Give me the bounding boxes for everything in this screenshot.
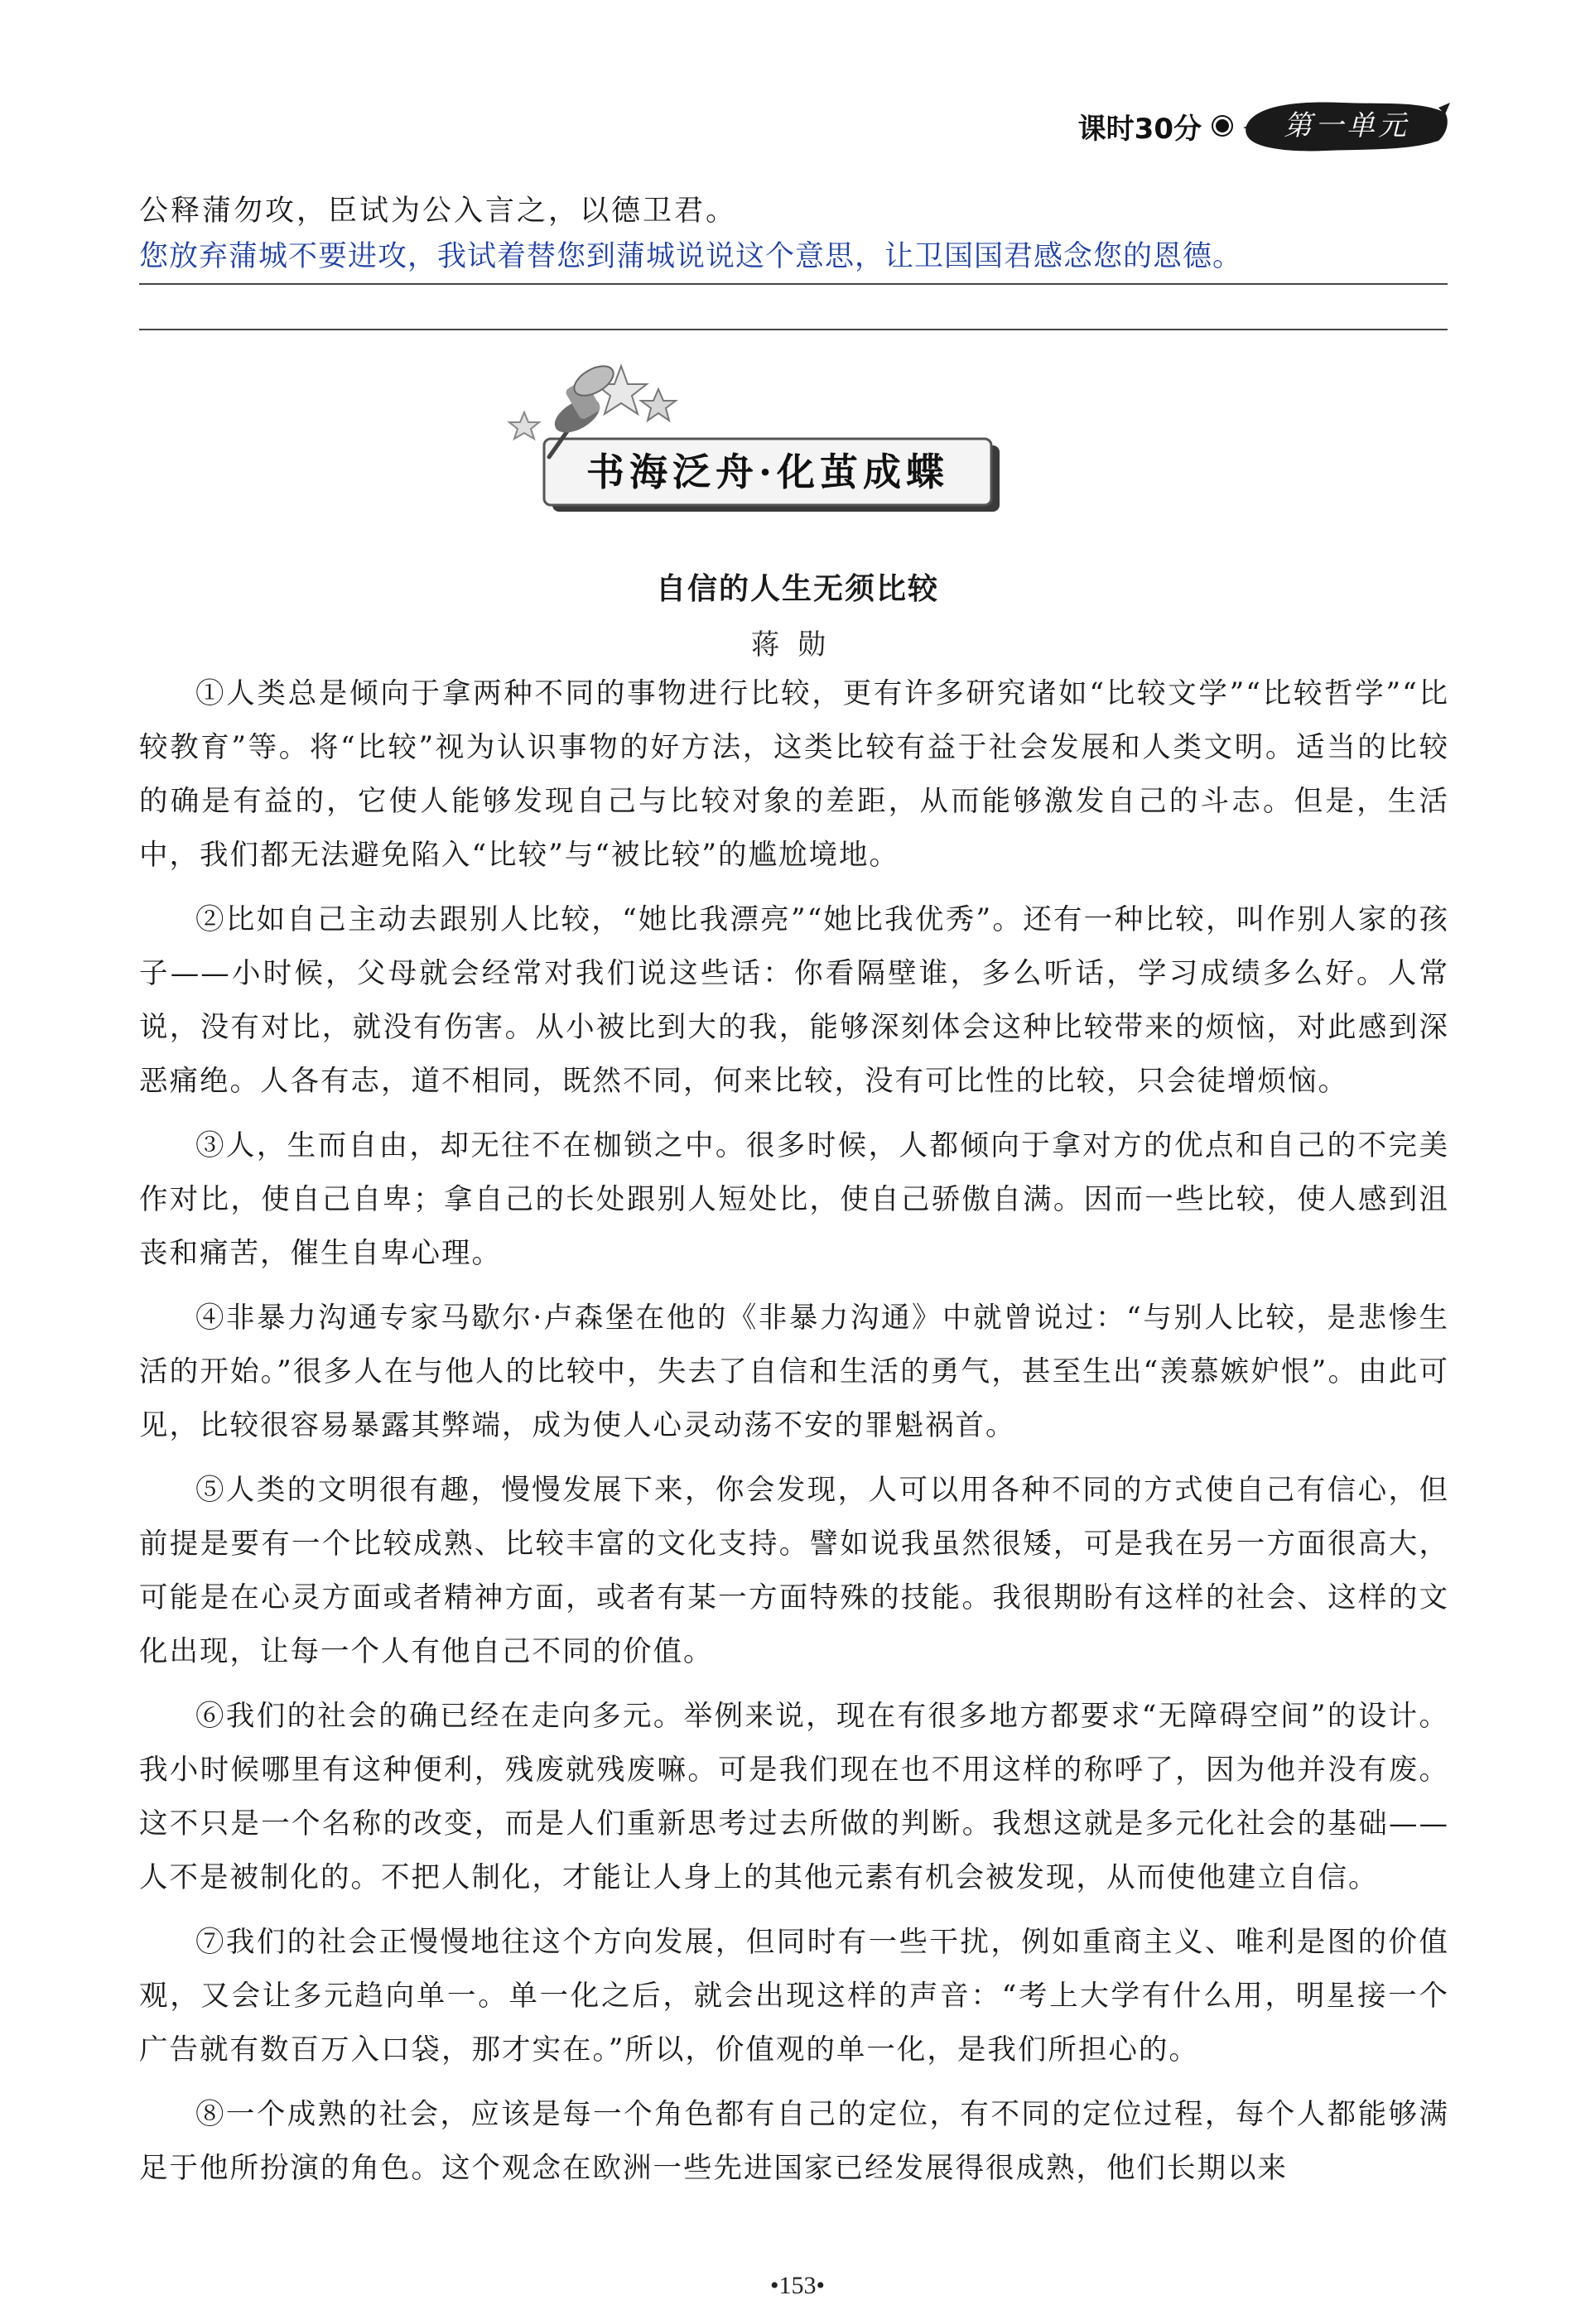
- unit-label: 第一单元: [1284, 109, 1409, 142]
- paragraph-4: ④非暴力沟通专家马歇尔·卢森堡在他的《非暴力沟通》中就曾说过：“与别人比较，是悲惨生活的开始。”很多人在与他人的比较中，失去了自信和生活的勇气，甚至生出“羡慕嫉妒恨”。由此可见，比较很容易暴露其弊端，成为使人心灵动荡不安的罪魁祸首。: [139, 1302, 1449, 1442]
- section-divider: [139, 329, 1448, 330]
- article-body: [139, 667, 1449, 2206]
- paragraph-1: ①人类总是倾向于拿两种不同的事物进行比较，更有许多研究诸如“比较文学”“比较哲学”“比较教育”等。将“比较”视为认识事物的好方法，这类比较有益于社会发展和人类文明。适当的比较的确是有益的，它使人能够发现自己与比较对象的差距，从而能够激发自己的斗志。但是，生活中，我们都无法避免陷入“比较”与“被比较”的尴尬境地。: [139, 677, 1449, 872]
- lesson-label: 课时30分: [1077, 112, 1202, 146]
- section-banner: [493, 348, 1023, 526]
- classical-sentence: 公释蒲勿攻，臣试为公入言之，以德卫君。: [139, 195, 738, 228]
- header-bullet-icon: [1213, 117, 1231, 135]
- classical-translation: 您放弃蒲城不要进攻，我试着替您到蒲城说说这个意思，让卫国国君感念您的恩德。: [139, 233, 1448, 285]
- article-author: 蒋勋: [751, 628, 844, 662]
- paragraph-8: ⑧一个成熟的社会，应该是每一个角色都有自己的定位，有不同的定位过程，每个人都能够满足于他所扮演的角色。这个观念在欧洲一些先进国家已经发展得很成熟，他们长期以来: [139, 2098, 1449, 2185]
- section-banner-label: 书海泛舟·化茧成蝶: [585, 450, 949, 494]
- paragraph-2: ②比如自己主动去跟别人比较，“她比我漂亮”“她比我优秀”。还有一种比较，叫作别人家的孩子——小时候，父母就会经常对我们说这些话：你看隔壁谁，多么听话，学习成绩多么好。人常说，没有对比，就没有伤害。从小被比到大的我，能够深刻体会这种比较带来的烦恼，对此感到深恶痛绝。人各有志，道不相同，既然不同，何来比较，没有可比性的比较，只会徒增烦恼。: [139, 903, 1449, 1098]
- paragraph-7: ⑦我们的社会正慢慢地往这个方向发展，但同时有一些干扰，例如重商主义、唯利是图的价值观，又会让多元趋向单一。单一化之后，就会出现这样的声音：“考上大学有什么用，明星接一个广告就有数百万入口袋，那才实在。”所以，价值观的单一化，是我们所担心的。: [139, 1926, 1449, 2067]
- page-header: [1078, 98, 1450, 154]
- paragraph-6: ⑥我们的社会的确已经在走向多元。举例来说，现在有很多地方都要求“无障碍空间”的设计。我小时候哪里有这种便利，残废就残废嘛。可是我们现在也不用这样的称呼了，因为他并没有废。这不只是一个名称的改变，而是人们重新思考过去所做的判断。我想这就是多元化社会的基础——人不是被制化的。不把人制化，才能让人身上的其他元素有机会被发现，从而使他建立自信。: [139, 1700, 1449, 1894]
- paragraph-3: ③人，生而自由，却无往不在枷锁之中。很多时候，人都倾向于拿对方的优点和自己的不完美作对比，使自己自卑；拿自己的长处跟别人短处比，使自己骄傲自满。因而一些比较，使人感到沮丧和痛苦，催生自卑心理。: [139, 1129, 1449, 1270]
- unit-badge: [1243, 98, 1450, 154]
- paragraph-5: ⑤人类的文明很有趣，慢慢发展下来，你会发现，人可以用各种不同的方式使自己有信心，但前提是要有一个比较成熟、比较丰富的文化支持。譬如说我虽然很矮，可是我在另一方面很高大，可能是在心灵方面或者精神方面，或者有某一方面特殊的技能。我很期盼有这样的社会、这样的文化出现，让每一个人有他自己不同的价值。: [139, 1474, 1449, 1668]
- article-title: 自信的人生无须比较: [655, 572, 939, 606]
- page-number: •153•: [769, 2272, 825, 2299]
